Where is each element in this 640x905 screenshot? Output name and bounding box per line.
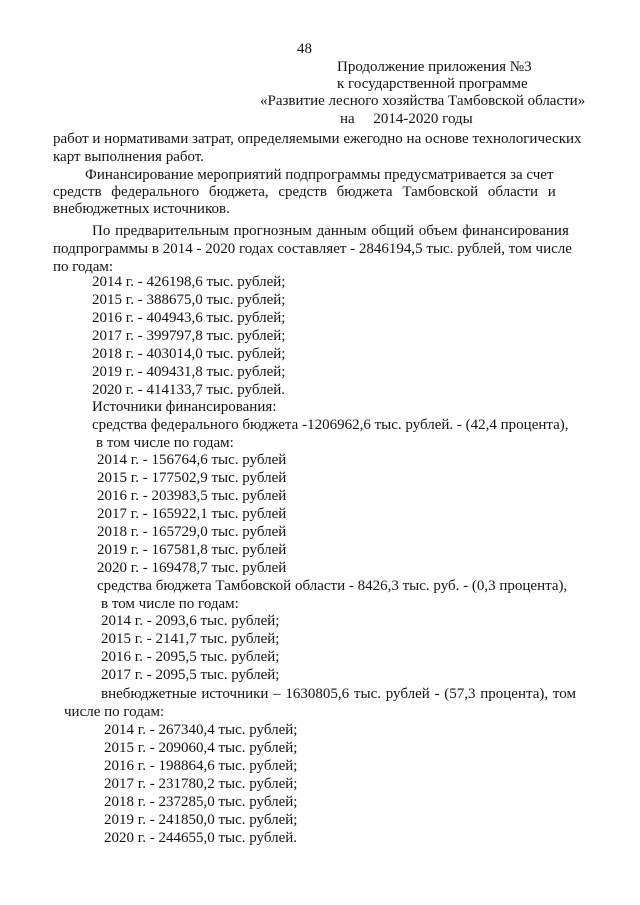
financing-line-2: средств федерального бюджета, средств бюджета Тамбовской области и: [53, 184, 556, 200]
financing-line-1: [85, 166, 597, 184]
total-year-2019: 2019 г. - 409431,8 тыс. рублей;: [92, 364, 286, 380]
federal-budget-subtitle: в том числе по годам:: [96, 435, 234, 451]
total-year-2017: 2017 г. - 399797,8 тыс. рублей;: [92, 328, 286, 344]
financing-line-3: внебюджетных источников.: [53, 201, 230, 217]
federal-year-2020: 2020 г. - 169478,7 тыс. рублей: [97, 560, 287, 576]
regional-year-2014: 2014 г. - 2093,6 тыс. рублей;: [101, 613, 280, 629]
regional-year-2017: 2017 г. - 2095,5 тыс. рублей;: [101, 667, 280, 683]
regional-budget-line: средства бюджета Тамбовской области - 8426,3 тыс. руб. - (0,3 процента),: [97, 578, 568, 594]
total-year-2018: 2018 г. - 403014,0 тыс. рублей;: [92, 346, 286, 362]
total-year-2015: 2015 г. - 388675,0 тыс. рублей;: [92, 292, 286, 308]
header-line-program-title: «Развитие лесного хозяйства Тамбовской области»: [260, 93, 586, 109]
federal-year-2014: 2014 г. - 156764,6 тыс. рублей: [97, 452, 287, 468]
extra-year-2020: 2020 г. - 244655,0 тыс. рублей.: [104, 830, 298, 846]
header-line-years: на 2014-2020 годы: [340, 111, 473, 127]
total-year-2014: 2014 г. - 426198,6 тыс. рублей;: [92, 274, 286, 290]
financing-text-1: Финансирование мероприятий подпрограммы предусматривается за счет: [85, 167, 554, 183]
extra-year-2018: 2018 г. - 237285,0 тыс. рублей;: [104, 794, 298, 810]
federal-year-2015: 2015 г. - 177502,9 тыс. рублей: [97, 470, 287, 486]
total-year-2016: 2016 г. - 404943,6 тыс. рублей;: [92, 310, 286, 326]
extra-year-2019: 2019 г. - 241850,0 тыс. рублей;: [104, 812, 298, 828]
total-line-3: по годам:: [53, 259, 114, 275]
regional-year-2016: 2016 г. - 2095,5 тыс. рублей;: [101, 649, 280, 665]
total-year-2020: 2020 г. - 414133,7 тыс. рублей.: [92, 382, 286, 398]
header-line-program: к государственной программе: [337, 76, 528, 92]
federal-year-2017: 2017 г. - 165922,1 тыс. рублей: [97, 506, 287, 522]
regional-budget-subtitle: в том числе по годам:: [101, 596, 239, 612]
federal-year-2018: 2018 г. - 165729,0 тыс. рублей: [97, 524, 287, 540]
extra-year-2017: 2017 г. - 231780,2 тыс. рублей;: [104, 776, 298, 792]
extra-year-2014: 2014 г. - 267340,4 тыс. рублей;: [104, 722, 298, 738]
federal-year-2016: 2016 г. - 203983,5 тыс. рублей: [97, 488, 287, 504]
total-line-1: По предварительным прогнозным данным общий объем финансирования: [92, 223, 569, 239]
extra-budget-subtitle: числе по годам:: [64, 704, 165, 720]
extra-budget-line: внебюджетные источники – 1630805,6 тыс. рублей - (57,3 процента), том: [101, 686, 576, 702]
intro-line-2: карт выполнения работ.: [53, 149, 204, 165]
extra-year-2015: 2015 г. - 209060,4 тыс. рублей;: [104, 740, 298, 756]
extra-year-2016: 2016 г. - 198864,6 тыс. рублей;: [104, 758, 298, 774]
page-number: 48: [297, 41, 312, 57]
regional-year-2015: 2015 г. - 2141,7 тыс. рублей;: [101, 631, 280, 647]
total-line-2: подпрограммы в 2014 - 2020 годах составляет - 2846194,5 тыс. рублей, том числе: [53, 241, 572, 257]
sources-title: Источники финансирования:: [92, 399, 277, 415]
federal-year-2019: 2019 г. - 167581,8 тыс. рублей: [97, 542, 287, 558]
intro-line-1: работ и нормативами затрат, определяемыми ежегодно на основе технологических: [53, 131, 582, 147]
header-line-appendix: Продолжение приложения №3: [337, 59, 532, 75]
federal-budget-line: средства федерального бюджета -1206962,6 тыс. рублей. - (42,4 процента),: [92, 417, 569, 433]
